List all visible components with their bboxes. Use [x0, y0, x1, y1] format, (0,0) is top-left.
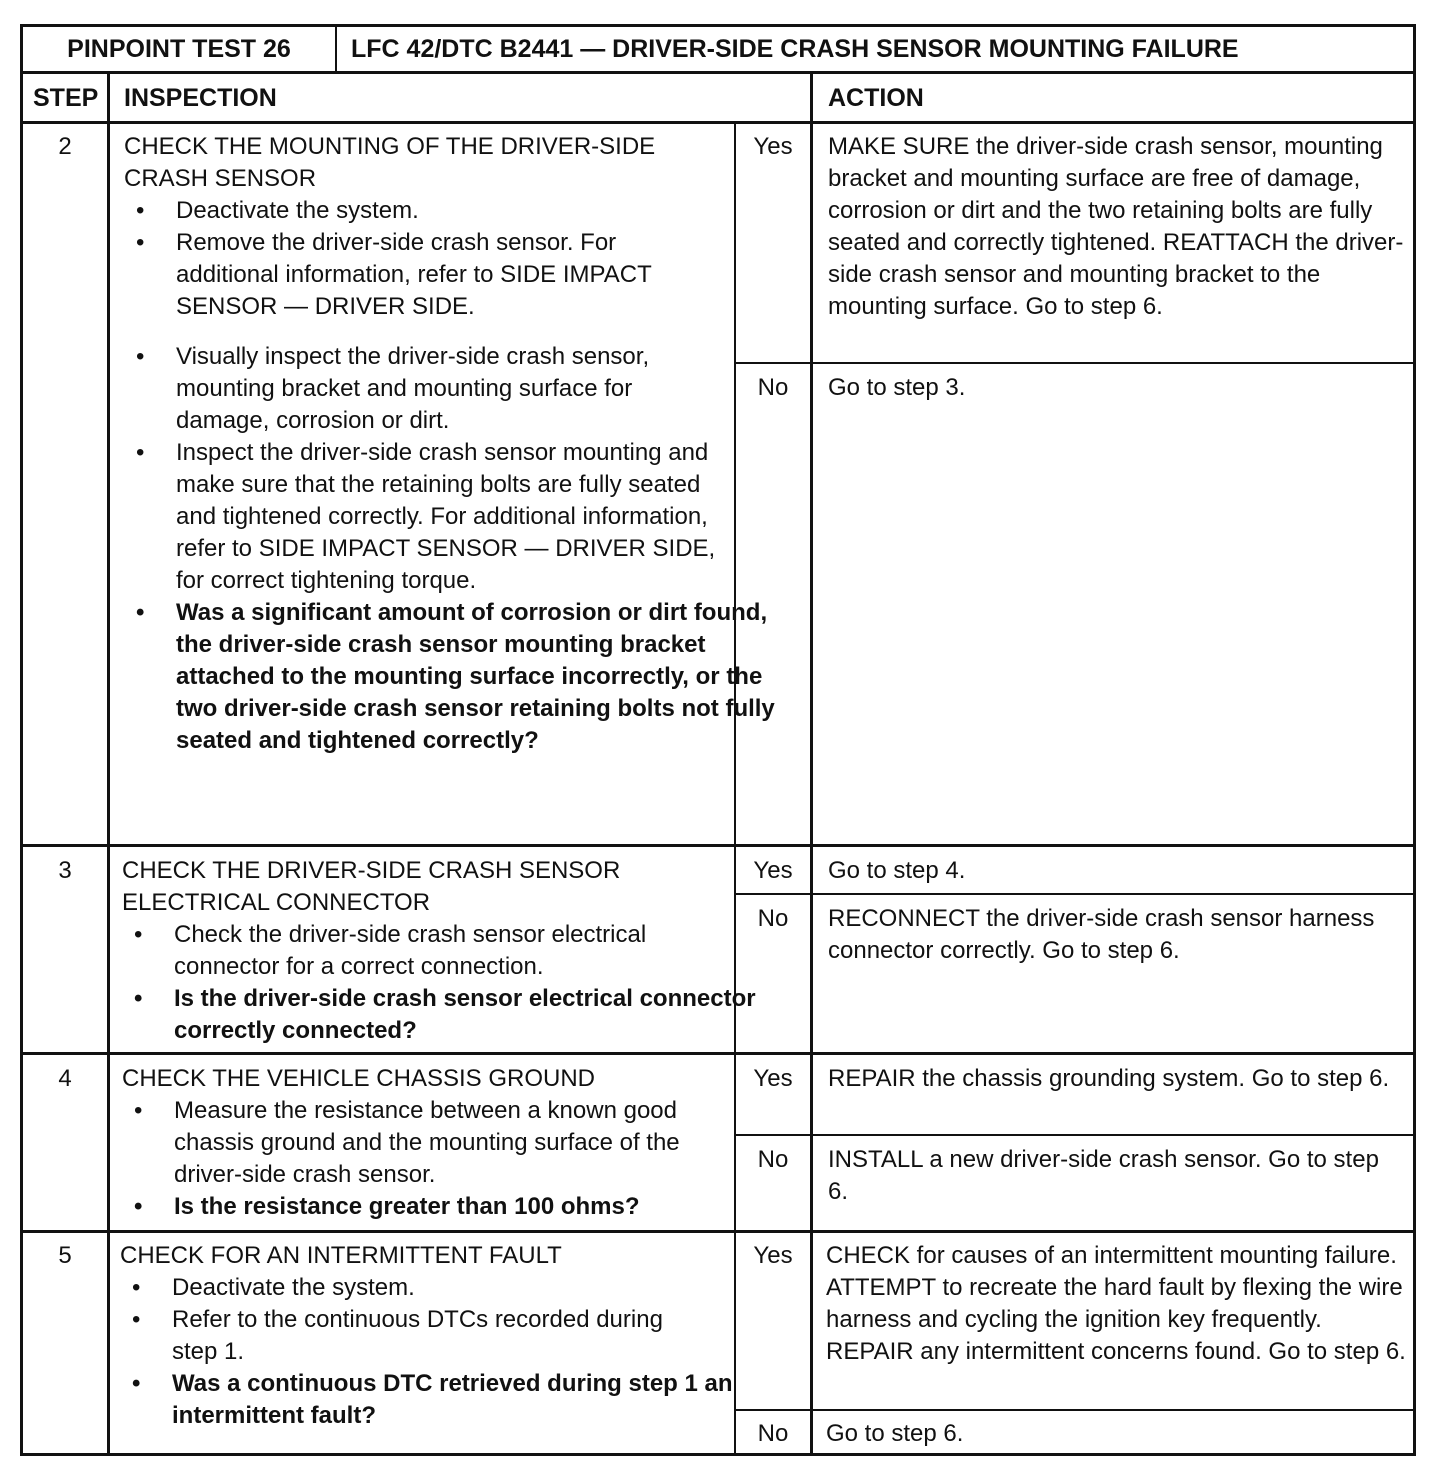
no-action: Go to step 6.: [826, 1420, 964, 1447]
step-title: CHECK THE VEHICLE CHASSIS GROUND: [122, 1065, 595, 1092]
step-question: • Was a continuous DTC retrieved during step 1 an intermittent fault?: [132, 1370, 733, 1429]
rule-step4: [23, 1230, 1413, 1233]
bullet: •: [132, 1370, 141, 1397]
yes-label: Yes: [753, 857, 793, 884]
test-id: PINPOINT TEST 26: [67, 35, 291, 63]
step-title: CHECK FOR AN INTERMITTENT FAULT: [120, 1242, 562, 1269]
rule-step5-yesno: [734, 1409, 1413, 1411]
rule-step4-yesno: [734, 1134, 1413, 1136]
list-item: • Refer to the continuous DTCs recorded during step 1.: [132, 1306, 663, 1365]
bullet: •: [136, 229, 145, 256]
list-item: • Remove the driver-side crash sensor. For additional information, refer to SIDE IMPACT SENSOR — DRIVER SIDE.: [136, 229, 652, 320]
test-title: LFC 42/DTC B2441 — DRIVER-SIDE CRASH SENSOR MOUNTING FAILURE: [351, 35, 1239, 63]
step-title: CHECK THE MOUNTING OF THE DRIVER-SIDE CRASH SENSOR: [124, 133, 656, 192]
bullet: •: [132, 1274, 141, 1301]
bullet: •: [136, 439, 145, 466]
column-action: ACTION: [828, 84, 924, 112]
rule-step3: [23, 1052, 1413, 1055]
no-label: No: [757, 374, 789, 401]
rule-header-split: [335, 27, 337, 73]
no-label: No: [757, 1420, 789, 1447]
rule-columns: [23, 121, 1413, 124]
step-title: CHECK THE DRIVER-SIDE CRASH SENSOR ELECTRICAL CONNECTOR: [122, 857, 621, 916]
bullet: •: [134, 985, 143, 1012]
bullet: •: [134, 1097, 143, 1124]
yes-action: MAKE SURE the driver-side crash sensor, mounting bracket and mounting surface are free of damage, corrosion or dirt and the two retaining bolts are fully seated and correctly tightened. REATTACH the driver-side crash sensor and mounting bracket to the mounting surface. Go to step 6.: [828, 133, 1404, 320]
list-item: • Deactivate the system.: [120, 1272, 732, 1304]
no-label: No: [757, 905, 789, 932]
step-number: 2: [58, 133, 72, 160]
yes-label: Yes: [753, 1065, 793, 1092]
yes-action: REPAIR the chassis grounding system. Go to step 6.: [828, 1065, 1390, 1092]
step-inspection: [122, 1063, 732, 1223]
yes-label: Yes: [753, 1242, 793, 1269]
rule-step2: [23, 844, 1413, 847]
step-inspection: [122, 855, 756, 1047]
no-action: RECONNECT the driver-side crash sensor harness connector correctly. Go to step 6.: [828, 905, 1375, 964]
no-label: No: [757, 1146, 789, 1173]
bullet: •: [136, 599, 145, 626]
step-question: • Is the resistance greater than 100 ohms?: [122, 1191, 732, 1223]
rule-step-col: [107, 73, 110, 1453]
list-item: • Measure the resistance between a known good chassis ground and the mounting surface of the driver-side crash sensor.: [134, 1097, 680, 1188]
step-number: 3: [58, 857, 72, 884]
bullet: •: [132, 1306, 141, 1333]
pinpoint-test-table: [20, 24, 1416, 1456]
column-inspection: INSPECTION: [124, 84, 277, 112]
step-question: • Was a significant amount of corrosion or dirt found, the driver-side crash sensor mounting bracket attached to the mounting surface incorrectly, or the two driver-side crash sensor retaining bolts not fully seated and tightened correctly?: [136, 599, 775, 754]
rule-step3-yesno: [734, 893, 1413, 895]
step-number: 5: [58, 1242, 72, 1269]
rule-header: [23, 71, 1413, 74]
list-item: • Inspect the driver-side crash sensor mounting and make sure that the retaining bolts are fully seated and tightened correctly. For additional information, refer to SIDE IMPACT SENSOR — DRIVER SIDE, for correct tightening torque.: [136, 439, 716, 594]
column-step: STEP: [33, 84, 99, 112]
bullet: •: [136, 197, 145, 224]
step-inspection: [120, 1240, 732, 1432]
rule-step2-yesno: [734, 362, 1413, 364]
rule-action-col: [810, 73, 813, 1453]
list-item: • Check the driver-side crash sensor electrical connector for a correct connection.: [134, 921, 647, 980]
no-action: INSTALL a new driver-side crash sensor. Go to step 6.: [828, 1146, 1379, 1205]
step-number: 4: [58, 1065, 72, 1092]
yes-action: Go to step 4.: [828, 857, 966, 884]
yes-action: CHECK for causes of an intermittent mounting failure. ATTEMPT to recreate the hard fault by flexing the wire harness and cycling the ignition key frequently. REPAIR any intermittent concerns found. Go to step 6.: [826, 1242, 1406, 1365]
no-action: Go to step 3.: [828, 374, 966, 401]
bullet: •: [136, 343, 145, 370]
bullet: •: [134, 1193, 143, 1220]
yes-label: Yes: [753, 133, 793, 160]
list-item: • Deactivate the system.: [124, 195, 732, 227]
list-item: • Visually inspect the driver-side crash sensor, mounting bracket and mounting surface for damage, corrosion or dirt.: [136, 343, 650, 434]
bullet: •: [134, 921, 143, 948]
step-question: • Is the driver-side crash sensor electrical connector correctly connected?: [134, 985, 756, 1044]
